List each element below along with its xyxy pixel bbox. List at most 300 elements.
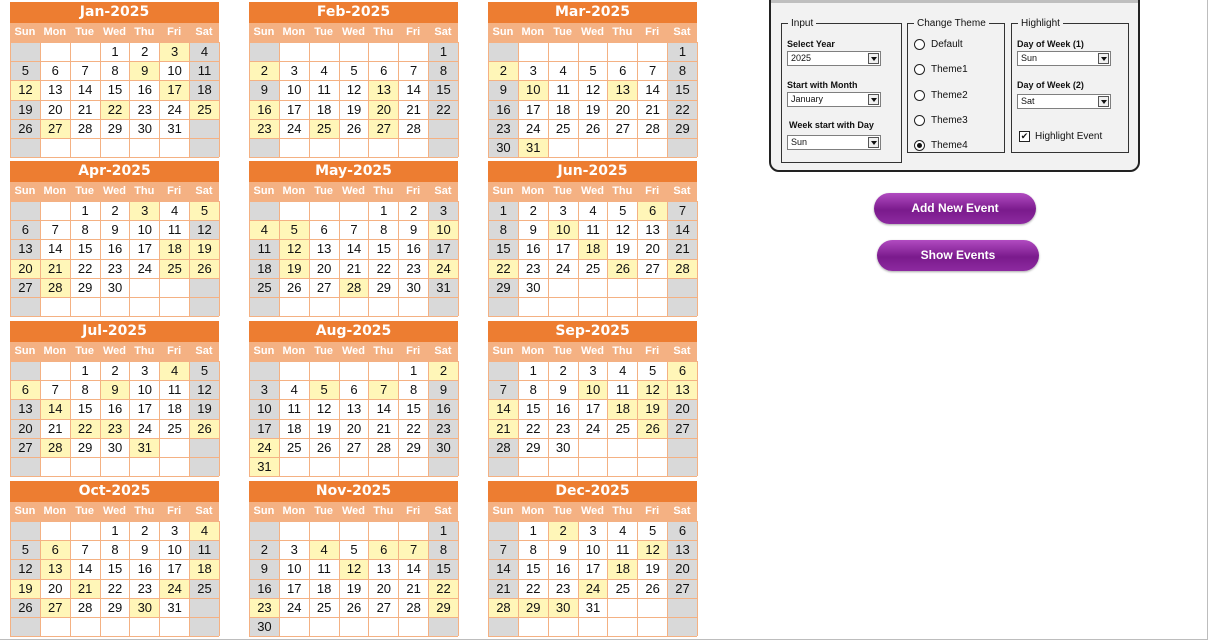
day-cell[interactable]: 3: [280, 540, 310, 559]
week-start-dropdown[interactable]: [787, 135, 881, 150]
day-cell[interactable]: 25: [190, 579, 220, 598]
add-new-event-button[interactable]: Add New Event: [874, 193, 1036, 224]
day-cell[interactable]: 22: [399, 419, 429, 438]
day-cell[interactable]: 15: [668, 80, 698, 99]
day-cell[interactable]: 16: [489, 100, 519, 119]
day-cell[interactable]: 5: [608, 201, 638, 220]
day-cell[interactable]: 3: [160, 521, 190, 540]
day-cell[interactable]: 5: [638, 361, 668, 380]
day-cell[interactable]: 13: [369, 559, 399, 578]
day-cell[interactable]: 8: [429, 540, 459, 559]
day-cell[interactable]: 17: [280, 100, 310, 119]
day-cell[interactable]: 30: [130, 598, 160, 617]
day-cell[interactable]: 17: [579, 399, 609, 418]
day-cell[interactable]: 9: [429, 380, 459, 399]
day-cell[interactable]: 4: [310, 540, 340, 559]
day-cell[interactable]: 25: [310, 598, 340, 617]
day-cell[interactable]: 24: [579, 579, 609, 598]
day-cell[interactable]: 30: [489, 138, 519, 157]
day-cell[interactable]: 30: [519, 278, 549, 297]
day-cell[interactable]: 25: [579, 259, 609, 278]
day-cell[interactable]: 23: [429, 419, 459, 438]
day-cell[interactable]: 15: [369, 239, 399, 258]
day-cell[interactable]: 16: [250, 100, 280, 119]
day-cell[interactable]: 6: [41, 540, 71, 559]
day-cell[interactable]: 15: [489, 239, 519, 258]
day-cell[interactable]: 12: [310, 399, 340, 418]
day-cell[interactable]: 1: [71, 361, 101, 380]
day-cell[interactable]: 7: [41, 220, 71, 239]
day-cell[interactable]: 3: [579, 361, 609, 380]
day-cell[interactable]: 18: [250, 259, 280, 278]
day-cell[interactable]: 12: [608, 220, 638, 239]
day-cell[interactable]: 8: [489, 220, 519, 239]
day-cell[interactable]: 6: [11, 220, 41, 239]
day-cell[interactable]: 10: [280, 559, 310, 578]
day-cell[interactable]: 22: [101, 100, 131, 119]
day-cell[interactable]: 20: [310, 259, 340, 278]
day-cell[interactable]: 23: [101, 259, 131, 278]
day-cell[interactable]: 16: [549, 559, 579, 578]
day-cell[interactable]: 15: [71, 239, 101, 258]
day-cell[interactable]: 29: [101, 598, 131, 617]
day-cell[interactable]: 13: [638, 220, 668, 239]
day-cell[interactable]: 3: [130, 201, 160, 220]
day-cell[interactable]: 14: [41, 399, 71, 418]
day-cell[interactable]: 25: [608, 579, 638, 598]
day-cell[interactable]: 16: [399, 239, 429, 258]
day-cell[interactable]: 20: [41, 579, 71, 598]
day-cell[interactable]: 2: [130, 42, 160, 61]
day-cell[interactable]: 21: [668, 239, 698, 258]
day-cell[interactable]: 2: [130, 521, 160, 540]
day-cell[interactable]: 3: [280, 61, 310, 80]
chevron-down-icon[interactable]: [868, 53, 879, 64]
day-cell[interactable]: 16: [101, 399, 131, 418]
day-cell[interactable]: 29: [369, 278, 399, 297]
day-cell[interactable]: 23: [399, 259, 429, 278]
day-cell[interactable]: 18: [280, 419, 310, 438]
day-cell[interactable]: 17: [160, 80, 190, 99]
radio-dot-icon[interactable]: [914, 64, 925, 75]
day-cell[interactable]: 28: [369, 438, 399, 457]
day-cell[interactable]: 7: [489, 380, 519, 399]
day-cell[interactable]: 12: [340, 80, 370, 99]
day-cell[interactable]: 7: [340, 220, 370, 239]
day-cell[interactable]: 23: [101, 419, 131, 438]
chevron-down-icon[interactable]: [868, 94, 879, 105]
day-cell[interactable]: 21: [41, 259, 71, 278]
day-cell[interactable]: 5: [579, 61, 609, 80]
day-cell[interactable]: 25: [190, 100, 220, 119]
day-cell[interactable]: 22: [429, 100, 459, 119]
day-cell[interactable]: 8: [369, 220, 399, 239]
day-cell[interactable]: 27: [340, 438, 370, 457]
day-cell[interactable]: 19: [190, 239, 220, 258]
day-cell[interactable]: 3: [130, 361, 160, 380]
day-cell[interactable]: 24: [280, 119, 310, 138]
day-cell[interactable]: 10: [130, 220, 160, 239]
day-cell[interactable]: 26: [638, 419, 668, 438]
day-cell[interactable]: 27: [41, 119, 71, 138]
day-cell[interactable]: 11: [310, 80, 340, 99]
day-cell[interactable]: 20: [340, 419, 370, 438]
day-cell[interactable]: 14: [71, 80, 101, 99]
day-cell[interactable]: 7: [489, 540, 519, 559]
day-cell[interactable]: 8: [429, 61, 459, 80]
day-cell[interactable]: 8: [519, 380, 549, 399]
day-cell[interactable]: 31: [130, 438, 160, 457]
day-cell[interactable]: 18: [310, 100, 340, 119]
dow2-dropdown[interactable]: [1017, 94, 1111, 109]
day-cell[interactable]: 26: [638, 579, 668, 598]
day-cell[interactable]: 31: [579, 598, 609, 617]
day-cell[interactable]: 11: [190, 540, 220, 559]
day-cell[interactable]: 30: [130, 119, 160, 138]
day-cell[interactable]: 29: [519, 598, 549, 617]
day-cell[interactable]: 24: [519, 119, 549, 138]
day-cell[interactable]: 16: [130, 559, 160, 578]
day-cell[interactable]: 3: [429, 201, 459, 220]
day-cell[interactable]: 19: [340, 100, 370, 119]
day-cell[interactable]: 1: [399, 361, 429, 380]
day-cell[interactable]: 19: [280, 259, 310, 278]
day-cell[interactable]: 16: [549, 399, 579, 418]
day-cell[interactable]: 27: [11, 278, 41, 297]
day-cell[interactable]: 12: [579, 80, 609, 99]
day-cell[interactable]: 26: [11, 119, 41, 138]
day-cell[interactable]: 5: [280, 220, 310, 239]
day-cell[interactable]: 3: [579, 521, 609, 540]
day-cell[interactable]: 14: [489, 399, 519, 418]
day-cell[interactable]: 30: [429, 438, 459, 457]
day-cell[interactable]: 14: [41, 239, 71, 258]
day-cell[interactable]: 7: [41, 380, 71, 399]
day-cell[interactable]: 20: [11, 419, 41, 438]
day-cell[interactable]: 29: [429, 598, 459, 617]
day-cell[interactable]: 10: [160, 61, 190, 80]
day-cell[interactable]: 21: [489, 419, 519, 438]
day-cell[interactable]: 8: [71, 380, 101, 399]
day-cell[interactable]: 25: [310, 119, 340, 138]
day-cell[interactable]: 23: [130, 100, 160, 119]
day-cell[interactable]: 12: [638, 540, 668, 559]
day-cell[interactable]: 5: [340, 61, 370, 80]
day-cell[interactable]: 26: [340, 119, 370, 138]
day-cell[interactable]: 26: [340, 598, 370, 617]
day-cell[interactable]: 1: [519, 361, 549, 380]
day-cell[interactable]: 25: [549, 119, 579, 138]
day-cell[interactable]: 17: [160, 559, 190, 578]
day-cell[interactable]: 2: [250, 540, 280, 559]
day-cell[interactable]: 21: [71, 100, 101, 119]
day-cell[interactable]: 18: [160, 239, 190, 258]
day-cell[interactable]: 7: [71, 540, 101, 559]
day-cell[interactable]: 28: [41, 438, 71, 457]
day-cell[interactable]: 21: [41, 419, 71, 438]
day-cell[interactable]: 22: [369, 259, 399, 278]
day-cell[interactable]: 14: [340, 239, 370, 258]
day-cell[interactable]: 17: [130, 239, 160, 258]
day-cell[interactable]: 9: [399, 220, 429, 239]
day-cell[interactable]: 5: [340, 540, 370, 559]
day-cell[interactable]: 26: [190, 259, 220, 278]
day-cell[interactable]: 1: [101, 521, 131, 540]
day-cell[interactable]: 5: [11, 61, 41, 80]
day-cell[interactable]: 23: [549, 419, 579, 438]
day-cell[interactable]: 7: [399, 61, 429, 80]
day-cell[interactable]: 12: [11, 559, 41, 578]
theme-radio-theme2[interactable]: [914, 89, 968, 103]
day-cell[interactable]: 12: [190, 380, 220, 399]
day-cell[interactable]: 25: [280, 438, 310, 457]
day-cell[interactable]: 21: [369, 419, 399, 438]
day-cell[interactable]: 19: [310, 419, 340, 438]
day-cell[interactable]: 11: [280, 399, 310, 418]
day-cell[interactable]: 19: [608, 239, 638, 258]
day-cell[interactable]: 5: [190, 361, 220, 380]
day-cell[interactable]: 13: [668, 380, 698, 399]
day-cell[interactable]: 24: [160, 100, 190, 119]
day-cell[interactable]: 19: [638, 399, 668, 418]
chevron-down-icon[interactable]: [1098, 53, 1109, 64]
day-cell[interactable]: 24: [160, 579, 190, 598]
day-cell[interactable]: 21: [399, 579, 429, 598]
day-cell[interactable]: 16: [250, 579, 280, 598]
day-cell[interactable]: 27: [638, 259, 668, 278]
day-cell[interactable]: 11: [549, 80, 579, 99]
day-cell[interactable]: 11: [160, 380, 190, 399]
day-cell[interactable]: 28: [399, 119, 429, 138]
day-cell[interactable]: 11: [608, 540, 638, 559]
day-cell[interactable]: 8: [668, 61, 698, 80]
theme-radio-default[interactable]: [914, 38, 963, 52]
day-cell[interactable]: 4: [310, 61, 340, 80]
dow1-dropdown[interactable]: [1017, 51, 1111, 66]
day-cell[interactable]: 10: [130, 380, 160, 399]
day-cell[interactable]: 4: [608, 361, 638, 380]
day-cell[interactable]: 26: [11, 598, 41, 617]
checkbox-check-icon[interactable]: ✔: [1020, 131, 1029, 141]
day-cell[interactable]: 2: [101, 201, 131, 220]
day-cell[interactable]: 2: [549, 361, 579, 380]
day-cell[interactable]: 6: [310, 220, 340, 239]
day-cell[interactable]: 8: [519, 540, 549, 559]
day-cell[interactable]: 10: [429, 220, 459, 239]
day-cell[interactable]: 9: [489, 80, 519, 99]
day-cell[interactable]: 27: [41, 598, 71, 617]
day-cell[interactable]: 15: [101, 80, 131, 99]
day-cell[interactable]: 4: [160, 201, 190, 220]
day-cell[interactable]: 16: [519, 239, 549, 258]
day-cell[interactable]: 28: [638, 119, 668, 138]
show-events-button[interactable]: Show Events: [877, 240, 1039, 271]
day-cell[interactable]: 22: [519, 579, 549, 598]
day-cell[interactable]: 14: [399, 80, 429, 99]
day-cell[interactable]: 17: [519, 100, 549, 119]
highlight-event-checkbox[interactable]: [1019, 130, 1102, 144]
day-cell[interactable]: 11: [608, 380, 638, 399]
day-cell[interactable]: 24: [280, 598, 310, 617]
day-cell[interactable]: 1: [71, 201, 101, 220]
day-cell[interactable]: 12: [340, 559, 370, 578]
day-cell[interactable]: 2: [519, 201, 549, 220]
day-cell[interactable]: 19: [11, 579, 41, 598]
day-cell[interactable]: 13: [668, 540, 698, 559]
day-cell[interactable]: 6: [369, 61, 399, 80]
day-cell[interactable]: 9: [130, 540, 160, 559]
day-cell[interactable]: 4: [190, 42, 220, 61]
day-cell[interactable]: 22: [71, 419, 101, 438]
day-cell[interactable]: 9: [549, 540, 579, 559]
day-cell[interactable]: 14: [369, 399, 399, 418]
day-cell[interactable]: 28: [489, 598, 519, 617]
day-cell[interactable]: 29: [668, 119, 698, 138]
day-cell[interactable]: 4: [160, 361, 190, 380]
day-cell[interactable]: 19: [340, 579, 370, 598]
day-cell[interactable]: 1: [429, 42, 459, 61]
day-cell[interactable]: 13: [608, 80, 638, 99]
day-cell[interactable]: 20: [668, 559, 698, 578]
day-cell[interactable]: 13: [11, 239, 41, 258]
day-cell[interactable]: 17: [280, 579, 310, 598]
day-cell[interactable]: 18: [190, 80, 220, 99]
day-cell[interactable]: 6: [41, 61, 71, 80]
day-cell[interactable]: 4: [250, 220, 280, 239]
day-cell[interactable]: 29: [489, 278, 519, 297]
day-cell[interactable]: 18: [310, 579, 340, 598]
day-cell[interactable]: 15: [429, 80, 459, 99]
day-cell[interactable]: 17: [250, 419, 280, 438]
day-cell[interactable]: 6: [668, 521, 698, 540]
chevron-down-icon[interactable]: [1098, 96, 1109, 107]
day-cell[interactable]: 31: [160, 119, 190, 138]
day-cell[interactable]: 25: [160, 419, 190, 438]
day-cell[interactable]: 18: [608, 559, 638, 578]
day-cell[interactable]: 27: [369, 119, 399, 138]
day-cell[interactable]: 11: [190, 61, 220, 80]
day-cell[interactable]: 12: [280, 239, 310, 258]
day-cell[interactable]: 1: [668, 42, 698, 61]
day-cell[interactable]: 6: [638, 201, 668, 220]
day-cell[interactable]: 17: [429, 239, 459, 258]
day-cell[interactable]: 30: [549, 438, 579, 457]
day-cell[interactable]: 29: [71, 278, 101, 297]
radio-dot-icon[interactable]: [914, 39, 925, 50]
day-cell[interactable]: 7: [399, 540, 429, 559]
day-cell[interactable]: 24: [130, 259, 160, 278]
day-cell[interactable]: 27: [11, 438, 41, 457]
start-month-dropdown[interactable]: [787, 92, 881, 107]
day-cell[interactable]: 2: [101, 361, 131, 380]
day-cell[interactable]: 23: [549, 579, 579, 598]
day-cell[interactable]: 11: [579, 220, 609, 239]
day-cell[interactable]: 4: [280, 380, 310, 399]
day-cell[interactable]: 10: [160, 540, 190, 559]
day-cell[interactable]: 22: [519, 419, 549, 438]
day-cell[interactable]: 24: [429, 259, 459, 278]
day-cell[interactable]: 28: [399, 598, 429, 617]
day-cell[interactable]: 10: [579, 380, 609, 399]
day-cell[interactable]: 6: [369, 540, 399, 559]
day-cell[interactable]: 30: [399, 278, 429, 297]
day-cell[interactable]: 24: [250, 438, 280, 457]
day-cell[interactable]: 1: [101, 42, 131, 61]
day-cell[interactable]: 2: [489, 61, 519, 80]
day-cell[interactable]: 29: [101, 119, 131, 138]
day-cell[interactable]: 12: [638, 380, 668, 399]
day-cell[interactable]: 29: [71, 438, 101, 457]
day-cell[interactable]: 14: [489, 559, 519, 578]
theme-radio-theme4[interactable]: [914, 139, 968, 153]
day-cell[interactable]: 2: [250, 61, 280, 80]
day-cell[interactable]: 13: [11, 399, 41, 418]
day-cell[interactable]: 10: [519, 80, 549, 99]
day-cell[interactable]: 25: [250, 278, 280, 297]
day-cell[interactable]: 9: [250, 559, 280, 578]
day-cell[interactable]: 21: [340, 259, 370, 278]
day-cell[interactable]: 27: [369, 598, 399, 617]
day-cell[interactable]: 13: [369, 80, 399, 99]
day-cell[interactable]: 29: [519, 438, 549, 457]
day-cell[interactable]: 15: [399, 399, 429, 418]
day-cell[interactable]: 14: [668, 220, 698, 239]
day-cell[interactable]: 27: [608, 119, 638, 138]
day-cell[interactable]: 3: [250, 380, 280, 399]
day-cell[interactable]: 22: [668, 100, 698, 119]
day-cell[interactable]: 21: [399, 100, 429, 119]
day-cell[interactable]: 6: [668, 361, 698, 380]
day-cell[interactable]: 8: [101, 540, 131, 559]
day-cell[interactable]: 14: [638, 80, 668, 99]
day-cell[interactable]: 21: [489, 579, 519, 598]
day-cell[interactable]: 28: [71, 598, 101, 617]
day-cell[interactable]: 21: [638, 100, 668, 119]
day-cell[interactable]: 14: [71, 559, 101, 578]
day-cell[interactable]: 22: [101, 579, 131, 598]
day-cell[interactable]: 8: [399, 380, 429, 399]
day-cell[interactable]: 28: [71, 119, 101, 138]
theme-radio-theme3[interactable]: [914, 114, 968, 128]
day-cell[interactable]: 12: [190, 220, 220, 239]
radio-dot-icon[interactable]: [914, 115, 925, 126]
day-cell[interactable]: 30: [101, 278, 131, 297]
chevron-down-icon[interactable]: [868, 137, 879, 148]
day-cell[interactable]: 7: [71, 61, 101, 80]
day-cell[interactable]: 8: [101, 61, 131, 80]
day-cell[interactable]: 5: [11, 540, 41, 559]
day-cell[interactable]: 26: [190, 419, 220, 438]
day-cell[interactable]: 22: [429, 579, 459, 598]
day-cell[interactable]: 4: [190, 521, 220, 540]
day-cell[interactable]: 31: [250, 457, 280, 476]
day-cell[interactable]: 28: [489, 438, 519, 457]
day-cell[interactable]: 18: [579, 239, 609, 258]
day-cell[interactable]: 28: [41, 278, 71, 297]
day-cell[interactable]: 15: [101, 559, 131, 578]
day-cell[interactable]: 18: [160, 399, 190, 418]
day-cell[interactable]: 3: [519, 61, 549, 80]
day-cell[interactable]: 3: [549, 201, 579, 220]
day-cell[interactable]: 25: [160, 259, 190, 278]
day-cell[interactable]: 2: [429, 361, 459, 380]
theme-radio-theme1[interactable]: [914, 63, 968, 77]
day-cell[interactable]: 20: [369, 579, 399, 598]
day-cell[interactable]: 31: [160, 598, 190, 617]
day-cell[interactable]: 4: [608, 521, 638, 540]
day-cell[interactable]: 29: [399, 438, 429, 457]
day-cell[interactable]: 22: [71, 259, 101, 278]
